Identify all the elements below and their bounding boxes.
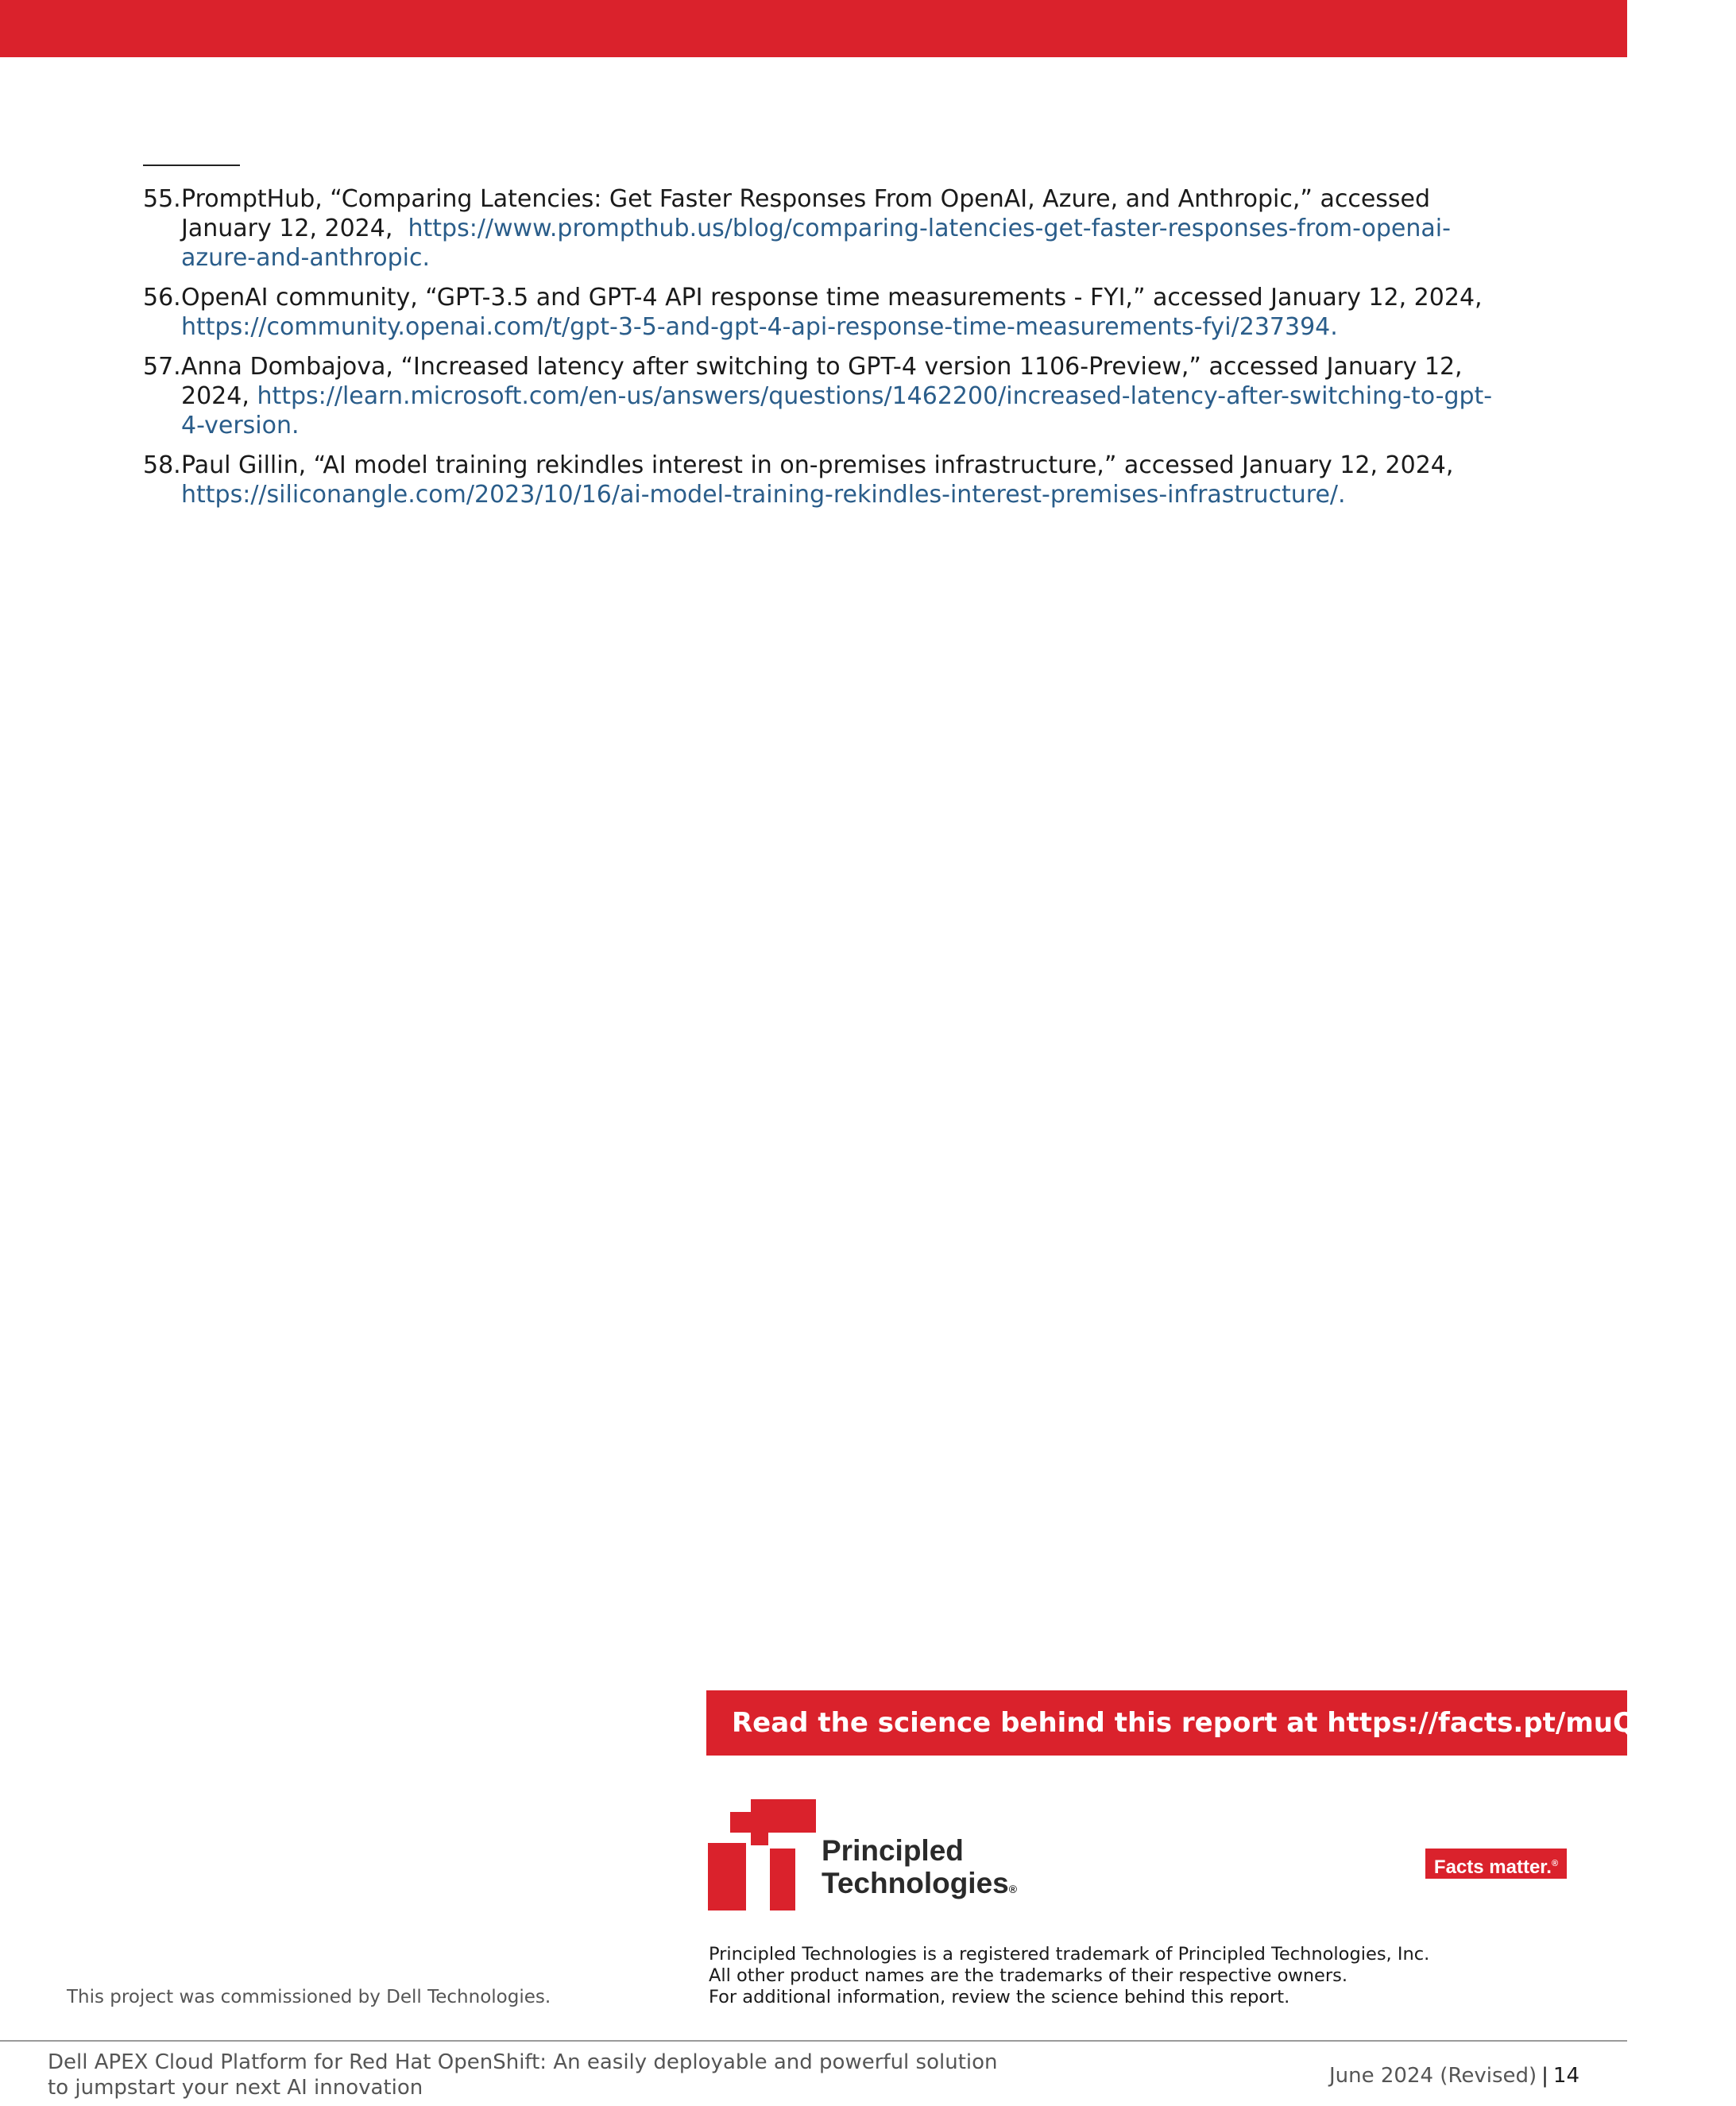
trademark-line: All other product names are the trademarks of their respective owners.: [709, 1965, 1347, 1986]
registered-mark: ®: [1008, 1883, 1018, 1895]
brand-name: [822, 1834, 1017, 1899]
footer-report-title: [48, 2050, 1081, 2100]
footer-date-page: [1329, 2063, 1579, 2089]
trademark-line: For additional information, review the science behind this report.: [709, 1987, 1290, 2007]
reference-item: [143, 352, 1494, 440]
reference-number: 58.: [143, 451, 181, 479]
footer-title-line1: Dell APEX Cloud Platform for Red Hat OpenShift: An easily deployable and powerful solution: [48, 2050, 998, 2074]
page-number: 14: [1552, 2064, 1579, 2088]
reference-item: [143, 451, 1494, 509]
reference-link[interactable]: https://www.prompthub.us/blog/comparing-latencies-get-faster-responses-from-openai-azure-and-anthropic.: [181, 215, 1451, 272]
reference-link[interactable]: https://learn.microsoft.com/en-us/answers/questions/1462200/increased-latency-after-switching-to-gpt-4-version.: [181, 382, 1493, 439]
brand-name-line1: Principled: [822, 1834, 964, 1867]
trademark-line: Principled Technologies is a registered trademark of Principled Technologies, Inc.: [709, 1944, 1430, 1965]
reference-link[interactable]: https://community.openai.com/t/gpt-3-5-and-gpt-4-api-response-time-measurements-fyi/237394.: [181, 313, 1338, 341]
reference-link[interactable]: https://siliconangle.com/2023/10/16/ai-model-training-rekindles-interest-premises-infrastructure/.: [181, 481, 1346, 509]
reference-text: Paul Gillin, “AI model training rekindles interest in on-premises infrastructure,” accessed January 12, 2024,: [181, 451, 1454, 479]
reference-item: [143, 283, 1494, 342]
trademark-notice: [709, 1944, 1503, 2008]
top-accent-bar: [0, 0, 1627, 57]
footer-date: June 2024 (Revised): [1328, 2064, 1537, 2088]
footer-divider: [0, 2040, 1627, 2042]
brand-name-line2: Technologies: [822, 1867, 1009, 1899]
reference-text: Anna Dombajova, “Increased latency after switching to GPT-4 version 1106-Preview,” accessed January 12, 2024,: [181, 353, 1463, 410]
read-science-link[interactable]: [706, 1690, 1736, 1756]
play-arrow-icon: ▶: [1718, 1709, 1736, 1737]
reference-number: 55.: [143, 185, 181, 213]
reference-list: [143, 184, 1494, 520]
tagline-registered-mark: ®: [1551, 1859, 1559, 1868]
facts-matter-badge: [1425, 1849, 1567, 1879]
footer-title-line2: to jumpstart your next AI innovation: [48, 2076, 423, 2100]
reference-text: PromptHub, “Comparing Latencies: Get Faster Responses From OpenAI, Azure, and Anthropic,” accessed January 12, 2024,: [181, 185, 1431, 242]
footnote-separator: [143, 165, 240, 166]
reference-number: 56.: [143, 284, 181, 312]
cta-text: Read the science behind this report at https://facts.pt/muQY8DJ: [732, 1707, 1707, 1739]
tagline: Facts matter.: [1433, 1856, 1552, 1878]
commission-note: This project was commissioned by Dell Technologies.: [67, 1987, 551, 2007]
reference-number: 57.: [143, 353, 181, 381]
footer-separator: |: [1541, 2064, 1548, 2088]
reference-text: OpenAI community, “GPT-3.5 and GPT-4 API response time measurements - FYI,” accessed January 12, 2024,: [181, 284, 1483, 312]
reference-item: [143, 184, 1494, 273]
principled-technologies-logo-icon: [708, 1799, 816, 1910]
